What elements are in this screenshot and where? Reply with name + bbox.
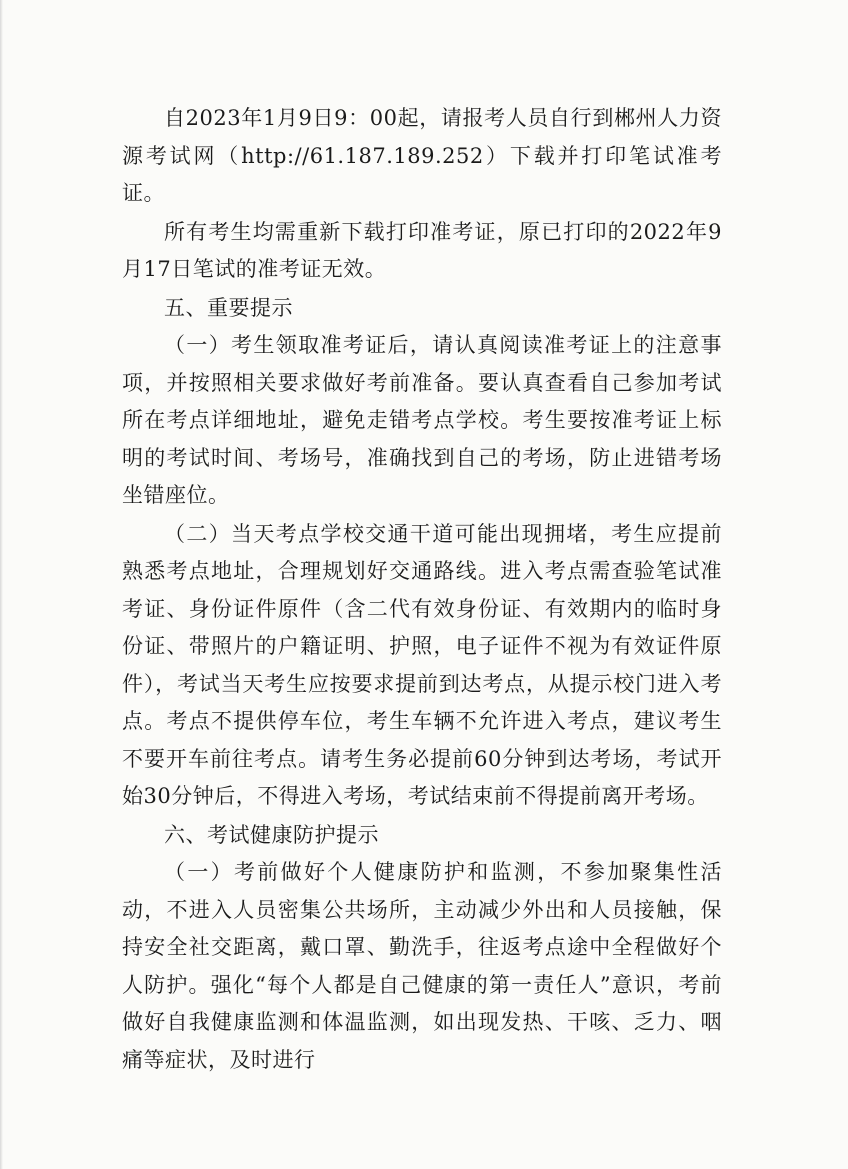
paragraph-tip-1: （一）考生领取准考证后，请认真阅读准考证上的注意事项，并按照相关要求做好考前准备。要认真查看自己参加考试所在考点详细地址，避免走错考点学校。考生要按准考证上标明的考试时间、考场号，准确找到自己的考场，防止进错考场坐错座位。 bbox=[122, 333, 722, 507]
paragraph-health-1: （一）考前做好个人健康防护和监测，不参加聚集性活动，不进入人员密集公共场所，主动减少外出和人员接触，保持安全社交距离，戴口罩、勤洗手，往返考点途中全程做好个人防护。强化“每个人都是自己健康的第一责任人”意识，考前做好自我健康监测和体温监测，如出现发热、干咳、乏力、咽痛等症状，及时进行 bbox=[122, 860, 722, 1072]
paragraph-tip-2: （二）当天考点学校交通干道可能出现拥堵，考生应提前熟悉考点地址，合理规划好交通路线。进入考点需查验笔试准考证、身份证件原件（含二代有效身份证、有效期内的临时身份证、带照片的户籍证明、护照，电子证件不视为有效证件原件），考试当天考生应按要求提前到达考点，从提示校门进入考点。考点不提供停车位，考生车辆不允许进入考点，建议考生不要开车前往考点。请考生务必提前60分钟到达考场，考试开始30分钟后，不得进入考场，考试结束前不得提前离开考场。 bbox=[122, 521, 722, 808]
paragraph-reprint-notice: 所有考生均需重新下载打印准考证，原已打印的2022年9月17日笔试的准考证无效。 bbox=[122, 219, 722, 281]
document-body bbox=[122, 100, 722, 1080]
section-heading-important-tips: 五、重要提示 bbox=[164, 295, 293, 320]
scan-edge-shadow bbox=[0, 0, 3, 1169]
paragraph-admission-download: 自2023年1月9日9：00起，请报考人员自行到郴州人力资源考试网（http://61.187.189.252）下载并打印笔试准考证。 bbox=[122, 106, 722, 205]
section-heading-health-tips: 六、考试健康防护提示 bbox=[164, 822, 379, 847]
